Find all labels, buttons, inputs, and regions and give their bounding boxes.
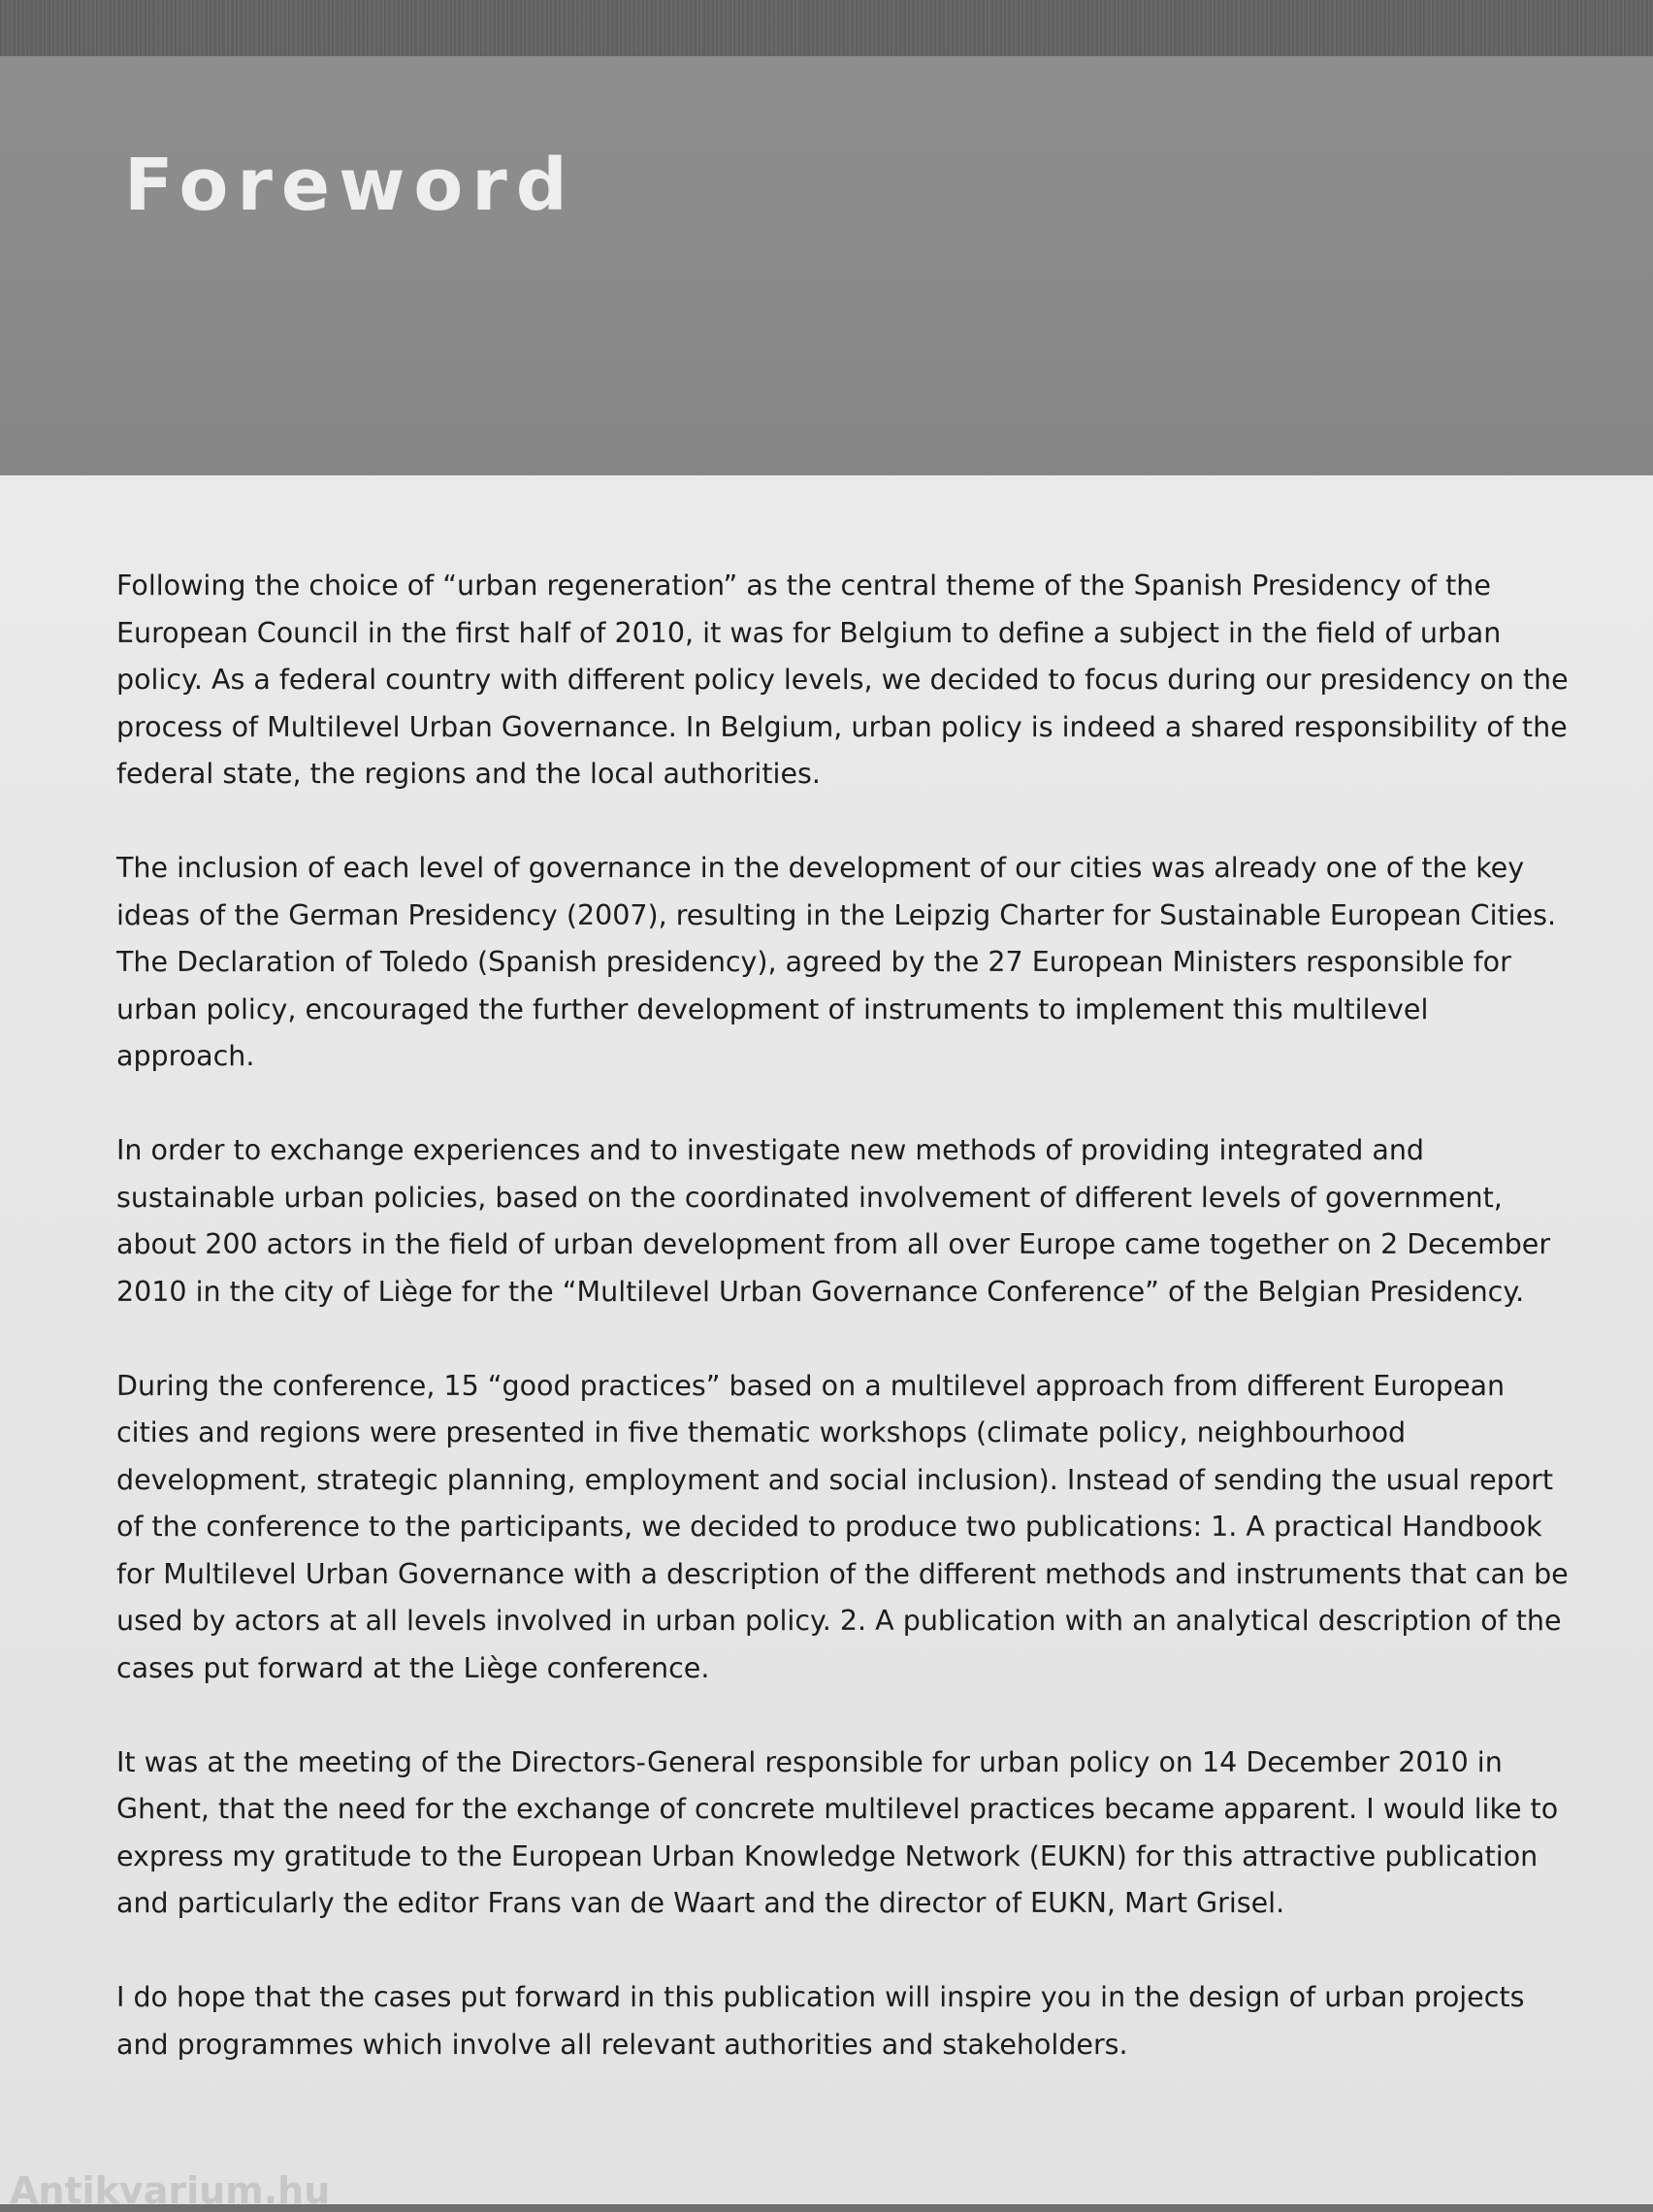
- paragraph-4: During the conference, 15 “good practices” based on a multilevel approach from different European cities and regions were presented in five thematic workshops (climate policy, neighbourhood development, strategic planning, employment and social inclusion). Instead of sending the usual report of the conference to the participants, we decided to produce two publications: 1. A practical Handbook for Multilevel Urban Governance with a description of the different methods and instruments that can be used by actors at all levels involved in urban policy. 2. A publication with an analytical description of the cases put forward at the Liège conference.: [116, 1369, 1569, 1684]
- paragraph-2: The inclusion of each level of governance in the development of our cities was already one of the key ideas of the German Presidency (2007), resulting in the Leipzig Charter for Sustainable European Cities. The Declaration of Toledo (Spanish presidency), agreed by the 27 European Ministers responsible for urban policy, encouraged the further development of instruments to implement this multilevel approach.: [116, 852, 1557, 1072]
- page-top-edge: [0, 0, 1653, 60]
- paragraph-6: I do hope that the cases put forward in this publication will inspire you in the design of urban projects and programmes which involve all relevant authorities and stakeholders.: [116, 1981, 1525, 2061]
- paragraph-1: Following the choice of “urban regeneration” as the central theme of the Spanish Presidency of the European Council in the first half of 2010, it was for Belgium to define a subject in the field of urban policy. As a federal country with different policy levels, we decided to focus during our presidency on the process of Multilevel Urban Governance. In Belgium, urban policy is indeed a shared responsibility of the federal state, the regions and the local authorities.: [116, 569, 1569, 790]
- header-band: [0, 56, 1653, 483]
- paragraph-5: It was at the meeting of the Directors-General responsible for urban policy on 14 December 2010 in Ghent, that the need for the exchange of concrete multilevel practices became apparent. I would like to express my gratitude to the European Urban Knowledge Network (EUKN) for this attractive publication and particularly the editor Frans van de Waart and the director of EUKN, Mart Grisel.: [116, 1745, 1559, 1919]
- watermark: Antikvarium.hu: [10, 2169, 331, 2212]
- page-title: Foreword: [124, 144, 576, 227]
- paragraph-3: In order to exchange experiences and to investigate new methods of providing integrated and sustainable urban policies, based on the coordinated involvement of different levels of government, about 200 actors in the field of urban development from all over Europe came together on 2 December 2010 in the city of Liège for the “Multilevel Urban Governance Conference” of the Belgian Presidency.: [116, 1134, 1551, 1308]
- foreword-body: [116, 563, 1572, 2116]
